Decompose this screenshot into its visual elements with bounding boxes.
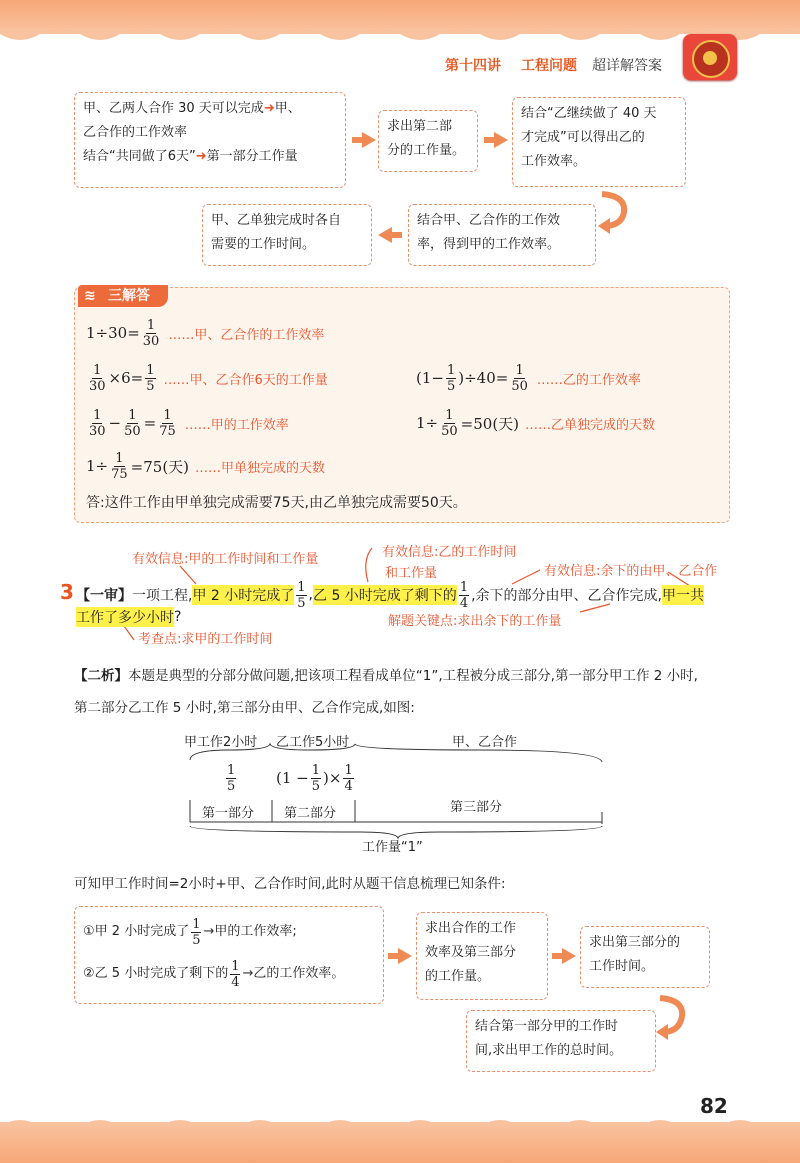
flow1-box2-line1: 求出第二部 — [387, 119, 453, 134]
section-title: 工程问题 — [521, 58, 577, 74]
chapter-title: 第十四讲 — [445, 58, 501, 74]
flow1-box1-line1: 甲、乙两人合作 30 天可以完成 — [83, 101, 264, 116]
diagram-part2: 第二部分 — [284, 806, 337, 821]
flow1-box1-line3b: 第一部分工作量 — [206, 149, 298, 164]
flow1-box2-line2: 分的工作量。 — [387, 143, 466, 158]
frac-num: 1 — [128, 407, 137, 423]
highlight-text: 甲 2 小时完成了 — [192, 585, 294, 605]
frac-num: 1 — [93, 362, 102, 378]
page-number: 82 — [700, 1094, 728, 1118]
frac-den: 50 — [511, 378, 528, 394]
diagram-part1: 第一部分 — [202, 806, 255, 821]
solution-note: ……甲、乙合作6天的工作量 — [163, 372, 328, 388]
frac-num: 1 — [459, 579, 469, 595]
highlight-text: 甲一共 — [662, 585, 704, 605]
answer-label: 超详解答案 — [592, 58, 662, 74]
flow-arrow-icon — [398, 948, 412, 964]
frac-den: 30 — [142, 333, 160, 349]
solution-answer: 答:这件工作由甲单独完成需要75天,由乙单独完成需要50天。 — [86, 495, 467, 511]
flow2-text: 乙的工作效率。 — [253, 966, 345, 981]
flow2-box3 — [580, 926, 710, 988]
flow2-box2-line1: 求出合作的工作 — [425, 921, 517, 936]
math-text: (1− — [416, 369, 444, 387]
flow1-box3-line1: 结合“乙继续做了 40 天 — [521, 106, 657, 121]
diagram-expr — [276, 760, 356, 796]
frac-den: 4 — [344, 778, 353, 794]
annotation-1: 有效信息:甲的工作时间和工作量 — [132, 552, 319, 567]
flow2-box3-line2: 工作时间。 — [589, 959, 655, 974]
flow2-box2-line2: 效率及第三部分 — [425, 945, 517, 960]
frac-num: 1 — [446, 362, 456, 378]
diagram-total: 工作量“1” — [362, 840, 423, 855]
annotation-2a: 有效信息:乙的工作时间 — [382, 545, 517, 560]
analysis-line3: 可知甲工作时间=2小时+甲、乙合作时间,此时从题干信息梳理已知条件: — [74, 876, 506, 892]
question-tag: 【一审】 — [76, 588, 132, 604]
flow2-box3-line1: 求出第三部分的 — [589, 935, 681, 950]
frac-num: 1 — [311, 762, 321, 778]
diagram-top2: 乙工作5小时 — [276, 735, 350, 750]
frac-num: 1 — [515, 362, 524, 378]
solution-note: ……乙的工作效率 — [536, 372, 641, 388]
flow1-box4-line1: 结合甲、乙合作的工作效 — [417, 213, 561, 228]
math-text: (1 − — [276, 769, 309, 787]
solution-note: ……甲单独完成的天数 — [195, 460, 326, 476]
flow2-box1 — [74, 906, 384, 1004]
bottom-band — [0, 1122, 800, 1163]
frac-num: 1 — [163, 407, 172, 423]
math-text: =75(天) — [130, 457, 190, 476]
frac-den: 30 — [89, 378, 106, 394]
frac-den: 5 — [297, 595, 306, 611]
frac-num: 1 — [297, 579, 306, 595]
frac-den: 50 — [441, 423, 458, 439]
math-text: 1÷ — [86, 457, 109, 475]
flow2-text: ②乙 5 小时完成了剩下的 — [83, 966, 229, 981]
flow2-box2-line3: 的工作量。 — [425, 969, 491, 984]
math-text: ×6= — [108, 369, 144, 387]
flow1-box3-line3: 工作效率。 — [521, 154, 587, 169]
diagram-part3: 第三部分 — [450, 800, 503, 815]
frac-den: 4 — [459, 595, 469, 611]
question-text: , — [308, 587, 313, 603]
flow1-box5-line1: 甲、乙单独完成时各自 — [211, 213, 342, 228]
arrow-right-icon: → — [203, 924, 215, 939]
flow1-box1-line2: 乙合作的工作效率 — [83, 125, 188, 140]
frac-num: 1 — [115, 450, 124, 466]
diagram-frac-a — [224, 760, 238, 796]
flow1-box5-line2: 需要的工作时间。 — [211, 237, 316, 252]
annotation-3: 有效信息:余下的由甲、乙合作 — [544, 564, 718, 579]
arrow-right-icon: → — [242, 966, 254, 981]
arrow-right-icon: ➜ — [195, 149, 207, 164]
question-text: ? — [174, 609, 182, 625]
diagram-top1: 甲工作2小时 — [184, 735, 258, 750]
flow2-box2 — [416, 912, 548, 1000]
math-text: − — [108, 414, 122, 432]
frac-den: 5 — [311, 778, 321, 794]
frac-den: 5 — [227, 778, 236, 794]
analysis-text: 本题是典型的分部分做问题,把该项工程看成单位“1”,工程被分成三部分,第一部分甲工作 2 小时, — [128, 668, 698, 684]
highlight-text: 工作了多少小时 — [76, 607, 174, 627]
frac-den: 5 — [192, 932, 201, 948]
flow1-box1-line1-tail: 甲、 — [274, 101, 301, 116]
frac-den: 30 — [89, 423, 106, 439]
frac-den: 75 — [159, 423, 176, 439]
frac-num: 1 — [146, 317, 156, 333]
annotation-2b: 和工作量 — [385, 566, 438, 581]
flow1-box4-line2: 率，得到甲的工作效率。 — [417, 237, 561, 252]
solution-tag-label: 三解答 — [108, 288, 150, 304]
math-text: )÷40= — [458, 369, 509, 387]
frac-num: 1 — [445, 407, 454, 423]
frac-den: 50 — [124, 423, 141, 439]
annotation-4: 解题关键点:求出余下的工作量 — [388, 614, 562, 629]
curved-arrow-icon — [654, 994, 688, 1040]
question-text: 一项工程, — [132, 588, 193, 604]
frac-den: 5 — [446, 378, 456, 394]
analysis-tag: 【二析】 — [74, 668, 128, 684]
math-text: )× — [323, 769, 342, 787]
flow2-box4-line2: 间,求出甲工作的总时间。 — [475, 1043, 623, 1058]
frac-num: 1 — [192, 916, 201, 932]
solution-note: ……甲的工作效率 — [184, 417, 289, 433]
flow2-box4 — [466, 1010, 656, 1072]
arrow-right-icon: ➜ — [263, 101, 275, 116]
annotation-5: 考查点:求甲的工作时间 — [138, 632, 273, 647]
flow1-box1-line3a: 结合“共同做了6天” — [83, 149, 196, 164]
flow2-box4-line1: 结合第一部分甲的工作时 — [475, 1019, 619, 1034]
diagram-top3: 甲、乙合作 — [452, 735, 518, 750]
solution-note: ……乙单独完成的天数 — [525, 417, 656, 433]
analysis-line2: 第二部分乙工作 5 小时,第三部分由甲、乙合作完成,如图: — [74, 700, 415, 716]
question-text: ,余下的部分由甲、乙合作完成, — [471, 588, 662, 604]
math-text: =50(天) — [460, 414, 520, 433]
flow-arrow-icon — [562, 948, 576, 964]
frac-den: 75 — [111, 466, 128, 482]
frac-den: 4 — [231, 974, 240, 990]
math-text: 1÷30= — [86, 324, 140, 342]
math-text: = — [143, 414, 157, 432]
question-number: 3 — [60, 580, 74, 604]
highlight-text: 乙 5 小时完成了剩下的 — [313, 585, 457, 605]
frac-num: 1 — [344, 762, 353, 778]
solution-note: ……甲、乙合作的工作效率 — [168, 327, 325, 343]
frac-den: 5 — [146, 378, 155, 394]
frac-num: 1 — [93, 407, 102, 423]
flow1-box3-line2: 才完成”可以得出乙的 — [521, 130, 645, 145]
flow2-text: ①甲 2 小时完成了 — [83, 924, 190, 939]
frac-num: 1 — [227, 762, 236, 778]
frac-num: 1 — [146, 362, 155, 378]
frac-num: 1 — [231, 958, 240, 974]
flow2-text: 甲的工作效率; — [214, 924, 297, 939]
wave-icon: ≋ — [84, 288, 96, 304]
math-text: 1÷ — [416, 414, 439, 432]
